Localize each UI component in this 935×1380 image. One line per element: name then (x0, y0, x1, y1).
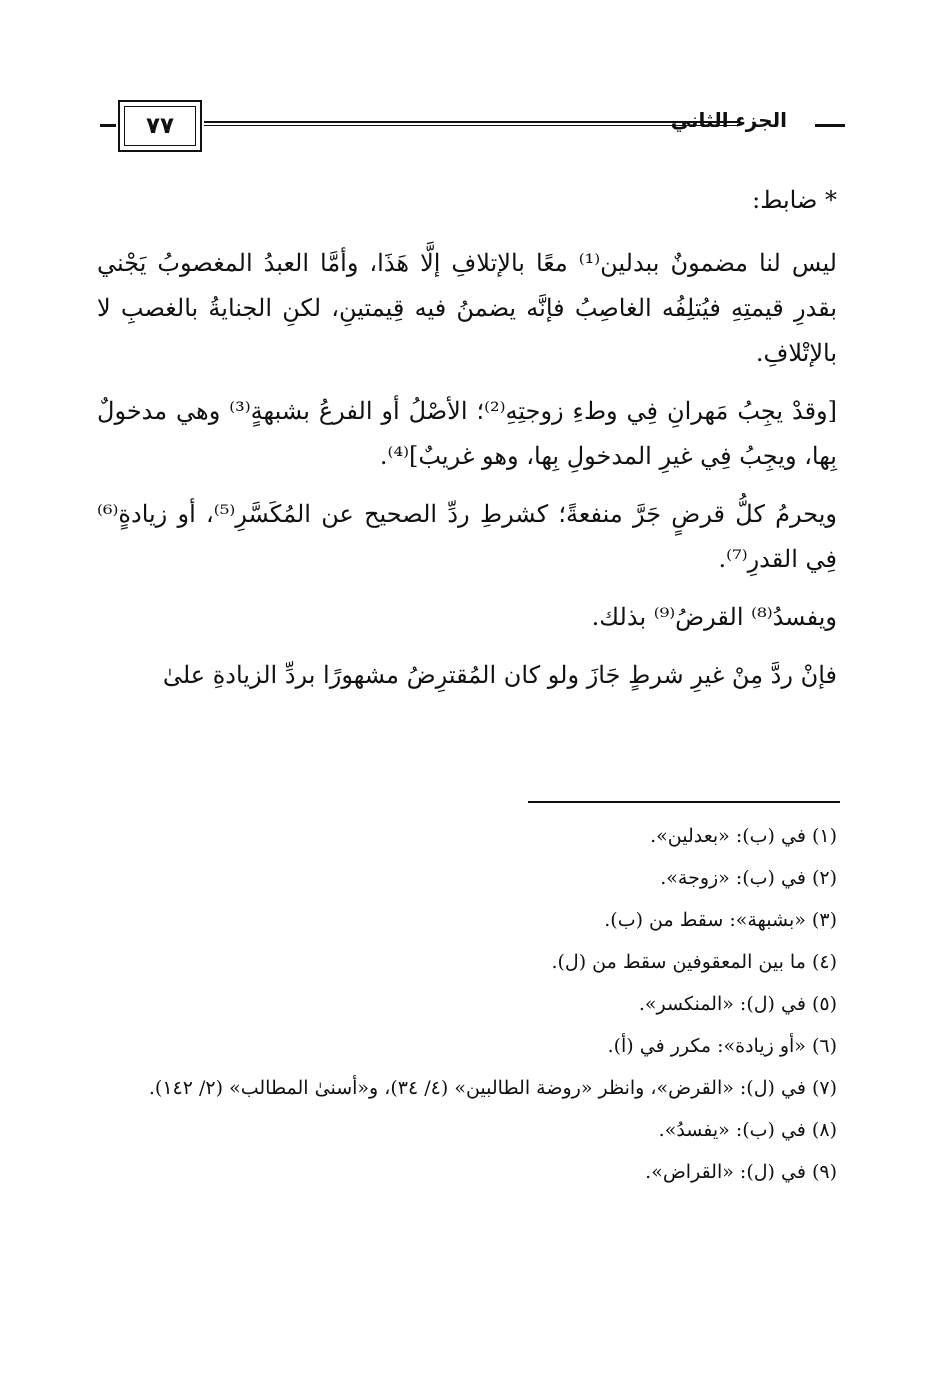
footnote-7: (٧) في (ل): «القرض»، وانظر «روضة الطالبين» (٤/ ٣٤)، و«أسنىٰ المطالب» (٢/ ١٤٢). (148, 1077, 837, 1099)
header-rule (204, 121, 739, 126)
header-rule-right (815, 124, 845, 127)
footnote-2: (٢) في (ب): «زوجة». (660, 867, 837, 889)
running-title: الجزء الثاني (670, 108, 787, 132)
footnote-3: (٣) «بشبهة»: سقط من (ب). (604, 909, 837, 931)
footnote-4: (٤) ما بين المعقوفين سقط من (ل). (551, 951, 837, 973)
footnote-9: (٩) في (ل): «القراض». (645, 1161, 837, 1183)
header-rule-left (100, 124, 116, 127)
page-header (100, 98, 845, 158)
paragraph-2: [وقدْ يجِبُ مَهرانِ فِي وطءِ زوجتِهِ⁽²⁾؛ الأصْلُ أو الفرعُ بشبهةٍ⁽³⁾ وهي مدخولٌ بِها، ويجِبُ فِي غيرِ المدخولِ بِها، وهو غريبٌ]⁽⁴⁾. (97, 397, 838, 470)
paragraph-4: ويفسدُ⁽⁸⁾ القرضُ⁽⁹⁾ بذلك. (591, 603, 837, 631)
main-text (97, 178, 837, 698)
paragraph-3: ويحرمُ كلُّ قرضٍ جَرَّ منفعةً؛ كشرطِ ردِّ الصحيح عن المُكَسَّرِ⁽⁵⁾، أو زيادةٍ⁽⁶⁾ فِي القدرِ⁽⁷⁾. (97, 500, 837, 573)
footnote-6: (٦) «أو زيادة»: مكرر في (أ). (607, 1035, 837, 1057)
section-heading: * ضابط: (752, 186, 837, 214)
page-number: ٧٧ (124, 106, 196, 146)
footnote-8: (٨) في (ب): «يفسدُ». (658, 1119, 837, 1141)
page-number-box (118, 100, 202, 152)
paragraph-1: ليس لنا مضمونٌ ببدلين⁽¹⁾ معًا بالإتلافِ إلَّا هَذَا، وأمَّا العبدُ المغصوبُ يَجْني بقدرِ قيمتِهِ فيُتلِفُه الغاصِبُ فإنَّه يضمنُ فيه قِيمتينِ، لكنِ الجنايةُ بالغصبِ لا بالإتْلافِ. (97, 249, 837, 367)
footnotes (97, 815, 837, 1193)
footnote-5: (٥) في (ل): «المنكسر». (638, 993, 837, 1015)
footnote-separator (528, 801, 840, 803)
paragraph-5: فإنْ ردَّ مِنْ غيرِ شرطٍ جَازَ ولو كان المُقترِضُ مشهورًا بردِّ الزيادةِ علىٰ (162, 661, 837, 689)
footnote-1: (١) في (ب): «بعدلين». (650, 825, 837, 847)
